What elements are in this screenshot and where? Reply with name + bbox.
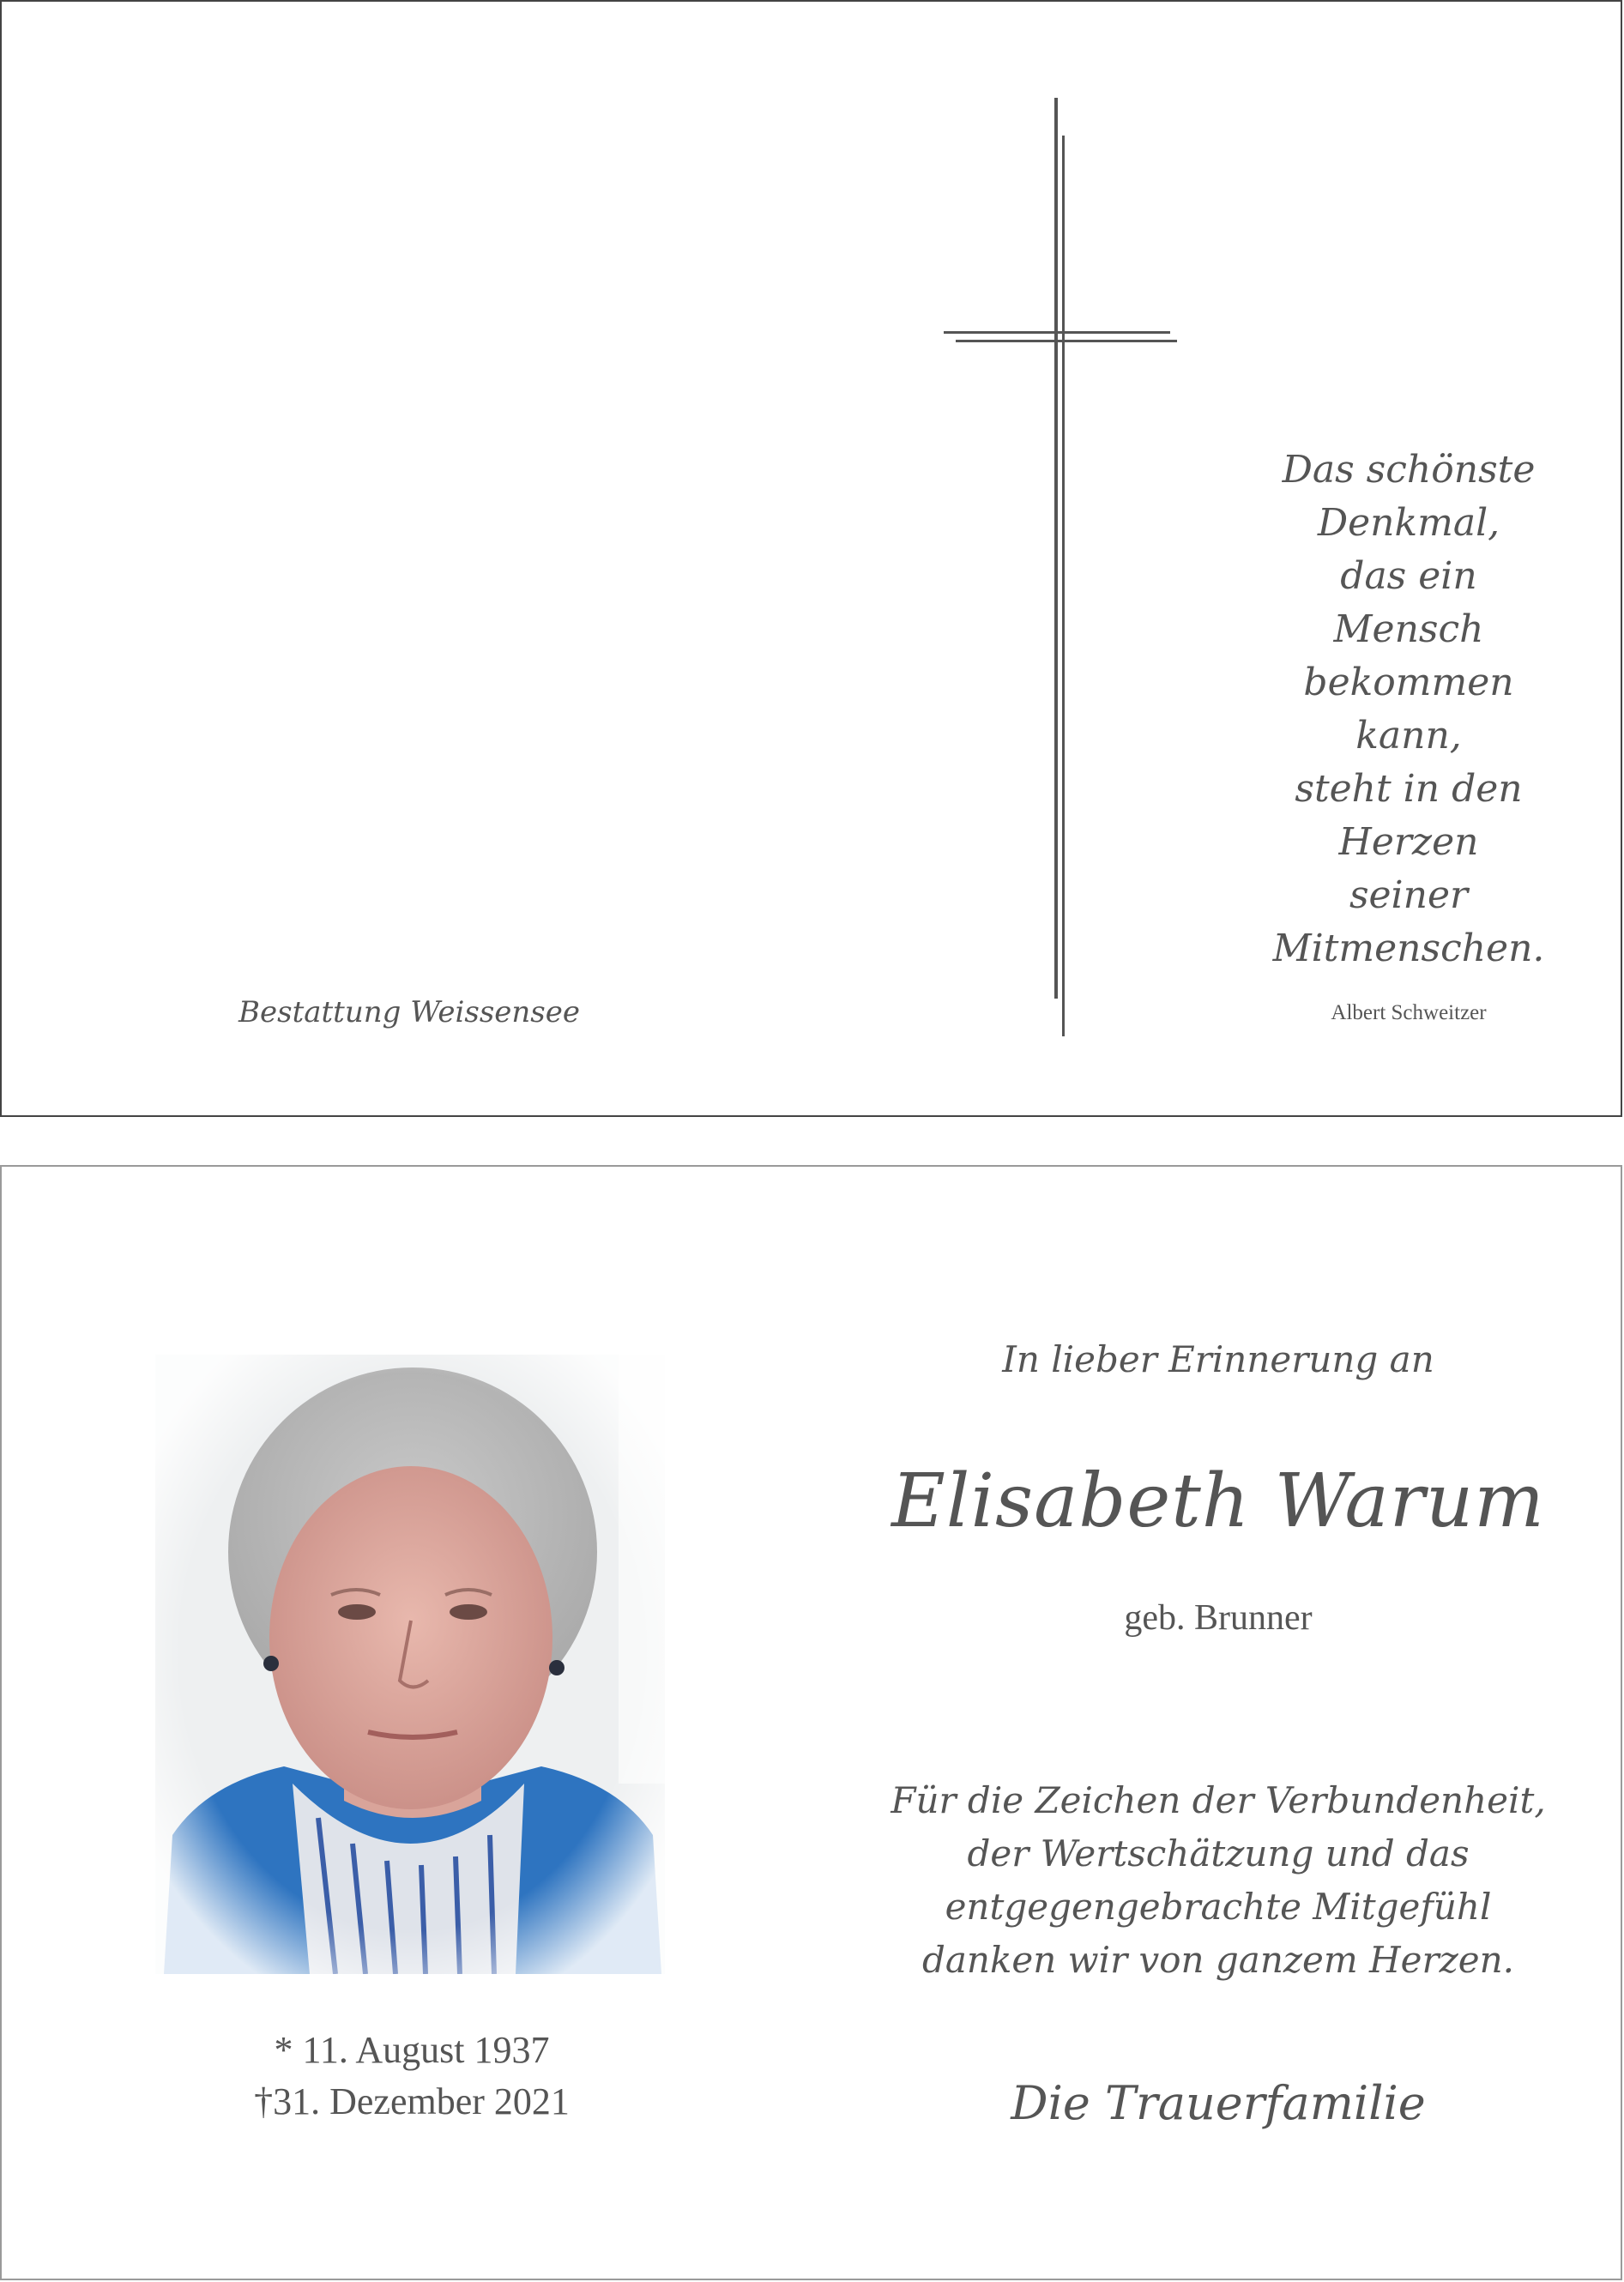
family-signature: Die Trauerfamilie [1011, 2076, 1426, 2130]
thanks-line: entgegengebrachte Mitgefühl [945, 1886, 1492, 1928]
memorial-intro: In lieber Erinnerung an [1002, 1338, 1434, 1380]
quote-line: kann, [1355, 714, 1462, 758]
quote-line: steht in den [1295, 767, 1523, 811]
thanks-line: danken wir von ganzem Herzen. [922, 1939, 1514, 1981]
memorial-quote [1237, 444, 1580, 975]
card-front [0, 0, 1622, 1117]
deceased-name: Elisabeth Warum [891, 1458, 1545, 1544]
quote-line: Mensch [1333, 607, 1484, 651]
life-dates [154, 2025, 669, 2128]
thanks-text [875, 1774, 1561, 1987]
portrait-photo [155, 1355, 665, 1974]
quote-line: bekommen [1303, 661, 1514, 704]
quote-line: seiner [1349, 873, 1469, 917]
birth-date: * 11. August 1937 [274, 2029, 550, 2071]
thanks-line: Für die Zeichen der Verbundenheit, [890, 1779, 1546, 1821]
thanks-line: der Wertschätzung und das [967, 1832, 1470, 1874]
quote-author: Albert Schweitzer [1331, 1001, 1487, 1024]
quote-line: Mitmenschen. [1272, 927, 1545, 970]
quote-line: das ein [1340, 554, 1477, 598]
funeral-home-name: Bestattung Weissensee [238, 995, 580, 1029]
death-date: †31. Dezember 2021 [254, 2080, 570, 2122]
maiden-name: geb. Brunner [1124, 1598, 1313, 1638]
quote-line: Herzen [1338, 820, 1479, 864]
quote-line: Das schönste [1282, 448, 1536, 492]
quote-line: Denkmal, [1317, 501, 1500, 545]
